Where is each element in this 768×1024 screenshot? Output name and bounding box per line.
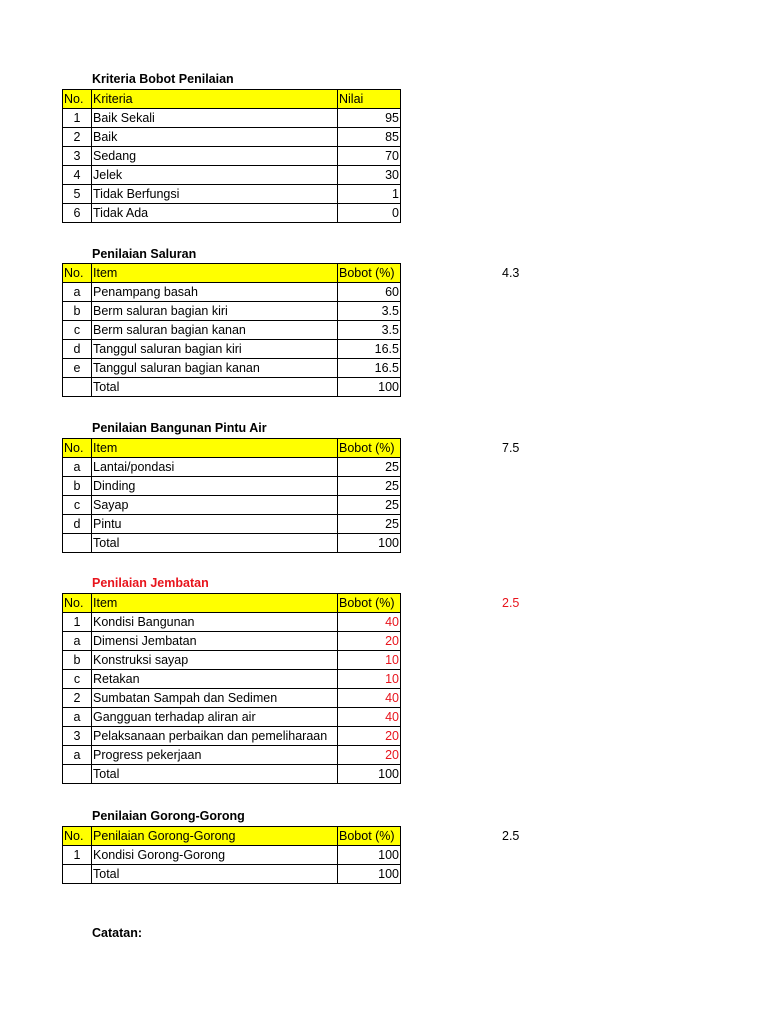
cell-no[interactable]: e (63, 359, 92, 378)
header-cell[interactable]: Item (92, 264, 338, 283)
cell-value[interactable]: 10 (338, 670, 401, 689)
cell-no[interactable] (63, 534, 92, 553)
cell-item[interactable]: Baik Sekali (92, 109, 338, 128)
cell-value[interactable]: 25 (338, 515, 401, 534)
gorong-title: Penilaian Gorong-Gorong (92, 809, 245, 823)
header-cell[interactable]: No. (63, 90, 92, 109)
table-row (63, 147, 401, 166)
cell-value[interactable]: 25 (338, 477, 401, 496)
header-cell[interactable]: No. (63, 594, 92, 613)
header-cell[interactable]: Kriteria (92, 90, 338, 109)
cell-item[interactable]: Total (92, 534, 338, 553)
table-row (63, 651, 401, 670)
table-row (63, 359, 401, 378)
cell-item[interactable]: Total (92, 378, 338, 397)
cell-no[interactable]: c (63, 496, 92, 515)
table-row (63, 166, 401, 185)
cell-item[interactable]: Lantai/pondasi (92, 458, 338, 477)
table-row (63, 302, 401, 321)
cell-no[interactable]: a (63, 283, 92, 302)
cell-value[interactable]: 16.5 (338, 340, 401, 359)
cell-no[interactable]: b (63, 651, 92, 670)
header-cell[interactable]: Bobot (%) (338, 439, 401, 458)
cell-item[interactable]: Konstruksi sayap (92, 651, 338, 670)
header-cell[interactable]: Nilai (338, 90, 401, 109)
pintu-air-title: Penilaian Bangunan Pintu Air (92, 421, 267, 435)
cell-item[interactable]: Gangguan terhadap aliran air (92, 708, 338, 727)
cell-no[interactable]: 1 (63, 846, 92, 865)
cell-item[interactable]: Tidak Berfungsi (92, 185, 338, 204)
cell-item[interactable]: Pelaksanaan perbaikan dan pemeliharaan (92, 727, 338, 746)
cell-item[interactable]: Sedang (92, 147, 338, 166)
kriteria-table (62, 89, 401, 223)
cell-item[interactable]: Tanggul saluran bagian kiri (92, 340, 338, 359)
jembatan-title: Penilaian Jembatan (92, 576, 209, 590)
cell-no[interactable]: 1 (63, 109, 92, 128)
table-row (63, 515, 401, 534)
cell-value[interactable]: 1 (338, 185, 401, 204)
cell-item[interactable]: Penampang basah (92, 283, 338, 302)
cell-value[interactable]: 70 (338, 147, 401, 166)
cell-no[interactable]: 2 (63, 689, 92, 708)
cell-value[interactable]: 3.5 (338, 302, 401, 321)
pintu-air-table (62, 438, 401, 553)
cell-value[interactable]: 10 (338, 651, 401, 670)
cell-no[interactable] (63, 765, 92, 784)
table-row (63, 727, 401, 746)
cell-value[interactable]: 40 (338, 708, 401, 727)
cell-value[interactable]: 40 (338, 689, 401, 708)
cell-no[interactable]: c (63, 321, 92, 340)
header-cell[interactable]: No. (63, 264, 92, 283)
table-row (63, 613, 401, 632)
cell-no[interactable]: d (63, 340, 92, 359)
table-header-row (63, 594, 401, 613)
cell-item[interactable]: Sumbatan Sampah dan Sedimen (92, 689, 338, 708)
cell-item[interactable]: Kondisi Gorong-Gorong (92, 846, 338, 865)
header-cell[interactable]: No. (63, 439, 92, 458)
table-header-row (63, 827, 401, 846)
cell-no[interactable]: a (63, 458, 92, 477)
cell-no[interactable]: 3 (63, 727, 92, 746)
cell-value[interactable]: 100 (338, 765, 401, 784)
table-row (63, 204, 401, 223)
cell-item[interactable]: Dimensi Jembatan (92, 632, 338, 651)
cell-item[interactable]: Dinding (92, 477, 338, 496)
header-cell[interactable]: No. (63, 827, 92, 846)
table-row (63, 632, 401, 651)
cell-no[interactable]: a (63, 632, 92, 651)
cell-no[interactable]: 3 (63, 147, 92, 166)
header-cell[interactable]: Bobot (%) (338, 827, 401, 846)
gorong-table (62, 826, 401, 884)
cell-item[interactable]: Total (92, 865, 338, 884)
cell-value[interactable]: 3.5 (338, 321, 401, 340)
cell-no[interactable]: 4 (63, 166, 92, 185)
cell-value[interactable]: 40 (338, 613, 401, 632)
cell-item[interactable]: Tidak Ada (92, 204, 338, 223)
saluran-table (62, 263, 401, 397)
cell-item[interactable]: Pintu (92, 515, 338, 534)
table-header-row (63, 264, 401, 283)
header-cell[interactable]: Bobot (%) (338, 264, 401, 283)
cell-value[interactable]: 30 (338, 166, 401, 185)
cell-value[interactable]: 60 (338, 283, 401, 302)
header-cell[interactable]: Item (92, 594, 338, 613)
cell-no[interactable]: 2 (63, 128, 92, 147)
table-row (63, 846, 401, 865)
cell-item[interactable]: Tanggul saluran bagian kanan (92, 359, 338, 378)
cell-value[interactable]: 25 (338, 496, 401, 515)
table-row-total (63, 378, 401, 397)
header-cell[interactable]: Penilaian Gorong-Gorong (92, 827, 338, 846)
cell-no[interactable]: c (63, 670, 92, 689)
table-row (63, 689, 401, 708)
table-row (63, 283, 401, 302)
table-row (63, 670, 401, 689)
saluran-side-value[interactable]: 4.3 (502, 266, 520, 280)
pintu-air-side-value[interactable]: 7.5 (502, 441, 520, 455)
cell-no[interactable] (63, 378, 92, 397)
table-row (63, 458, 401, 477)
cell-value[interactable]: 100 (338, 534, 401, 553)
cell-item[interactable]: Sayap (92, 496, 338, 515)
cell-item[interactable]: Jelek (92, 166, 338, 185)
cell-no[interactable]: a (63, 708, 92, 727)
cell-value[interactable]: 20 (338, 746, 401, 765)
catatan-label[interactable]: Catatan: (92, 926, 143, 940)
cell-value[interactable]: 100 (338, 378, 401, 397)
cell-value[interactable]: 100 (338, 846, 401, 865)
cell-item[interactable]: Berm saluran bagian kiri (92, 302, 338, 321)
table-header-row (63, 90, 401, 109)
cell-no[interactable]: 6 (63, 204, 92, 223)
table-row (63, 128, 401, 147)
jembatan-side-value[interactable]: 2.5 (502, 596, 520, 610)
header-cell[interactable]: Item (92, 439, 338, 458)
gorong-side-value[interactable]: 2.5 (502, 829, 520, 843)
cell-no[interactable]: 1 (63, 613, 92, 632)
header-cell[interactable]: Bobot (%) (338, 594, 401, 613)
cell-value[interactable]: 20 (338, 632, 401, 651)
table-row (63, 185, 401, 204)
table-row (63, 321, 401, 340)
jembatan-table (62, 593, 401, 784)
cell-item[interactable]: Baik (92, 128, 338, 147)
cell-no[interactable]: 5 (63, 185, 92, 204)
cell-value[interactable]: 85 (338, 128, 401, 147)
table-row-total (63, 765, 401, 784)
cell-no[interactable]: d (63, 515, 92, 534)
table-row-total (63, 534, 401, 553)
table-row (63, 340, 401, 359)
cell-item[interactable]: Total (92, 765, 338, 784)
table-row (63, 746, 401, 765)
table-row (63, 496, 401, 515)
cell-no[interactable] (63, 865, 92, 884)
cell-value[interactable]: 25 (338, 458, 401, 477)
kriteria-title: Kriteria Bobot Penilaian (92, 72, 234, 86)
cell-no[interactable]: b (63, 302, 92, 321)
cell-no[interactable]: b (63, 477, 92, 496)
cell-item[interactable]: Berm saluran bagian kanan (92, 321, 338, 340)
table-row (63, 708, 401, 727)
cell-no[interactable]: a (63, 746, 92, 765)
cell-value[interactable]: 95 (338, 109, 401, 128)
cell-value[interactable]: 0 (338, 204, 401, 223)
cell-item[interactable]: Kondisi Bangunan (92, 613, 338, 632)
cell-value[interactable]: 100 (338, 865, 401, 884)
cell-item[interactable]: Progress pekerjaan (92, 746, 338, 765)
table-row (63, 109, 401, 128)
table-row (63, 477, 401, 496)
table-header-row (63, 439, 401, 458)
cell-value[interactable]: 16.5 (338, 359, 401, 378)
table-row-total (63, 865, 401, 884)
cell-value[interactable]: 20 (338, 727, 401, 746)
cell-item[interactable]: Retakan (92, 670, 338, 689)
saluran-title: Penilaian Saluran (92, 247, 197, 261)
